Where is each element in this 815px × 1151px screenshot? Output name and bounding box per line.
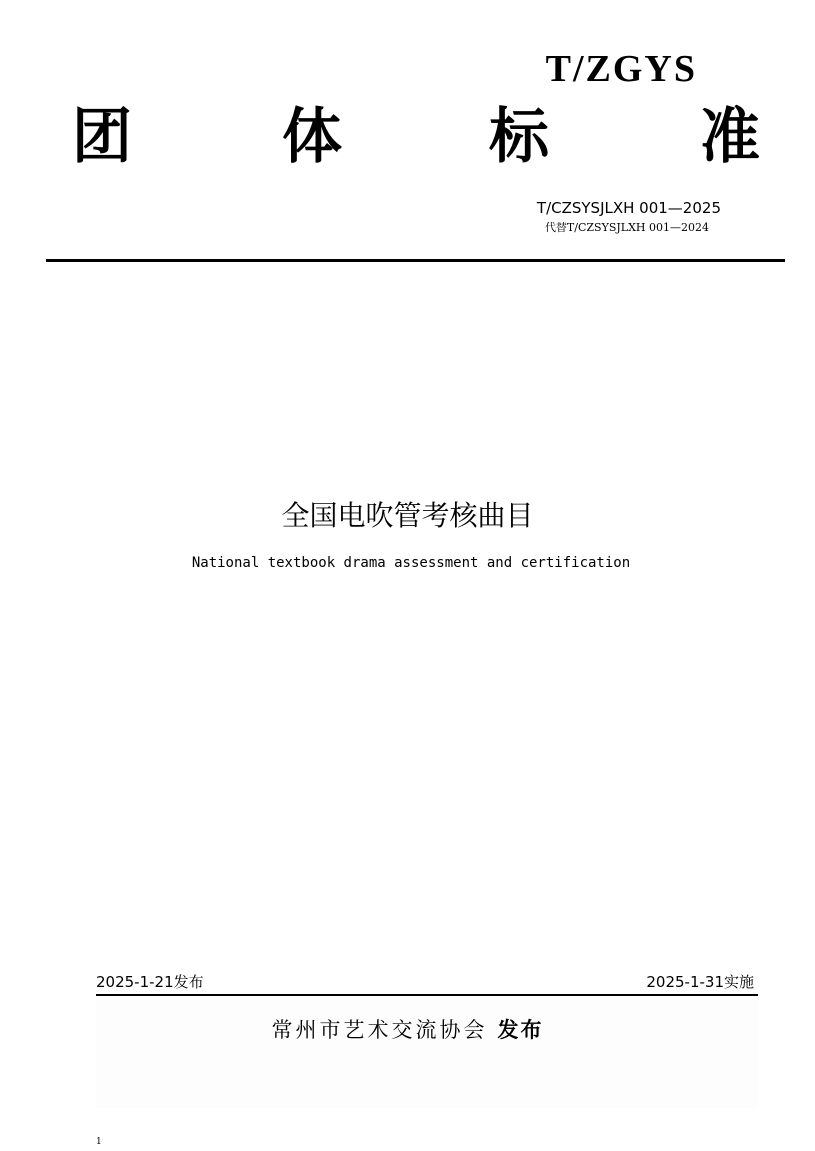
standard-code: T/ZGYS bbox=[545, 48, 697, 90]
document-title: 全国电吹管考核曲目 bbox=[281, 499, 534, 532]
publisher-organization: 常州市艺术交流协会 bbox=[271, 1018, 488, 1042]
standard-number: T/CZSYSJLXH 001—2025 bbox=[536, 199, 721, 217]
issue-date: 2025-1-21发布 bbox=[96, 973, 204, 991]
publisher-line bbox=[0, 1015, 815, 1045]
category-char-4: 准 bbox=[700, 102, 760, 172]
implementation-date: 2025-1-31实施 bbox=[646, 973, 754, 991]
header-divider bbox=[46, 259, 785, 262]
publisher-action: 发布 bbox=[497, 1018, 544, 1042]
replaces-note: 代替T/CZSYSJLXH 001—2024 bbox=[544, 221, 709, 234]
category-char-1: 团 bbox=[72, 102, 132, 172]
document-title-english: National textbook drama assessment and certification bbox=[191, 555, 631, 571]
page-number: 1 bbox=[96, 1137, 102, 1147]
category-char-3: 标 bbox=[489, 102, 549, 172]
footer-divider bbox=[96, 994, 758, 996]
category-char-2: 体 bbox=[282, 102, 342, 172]
